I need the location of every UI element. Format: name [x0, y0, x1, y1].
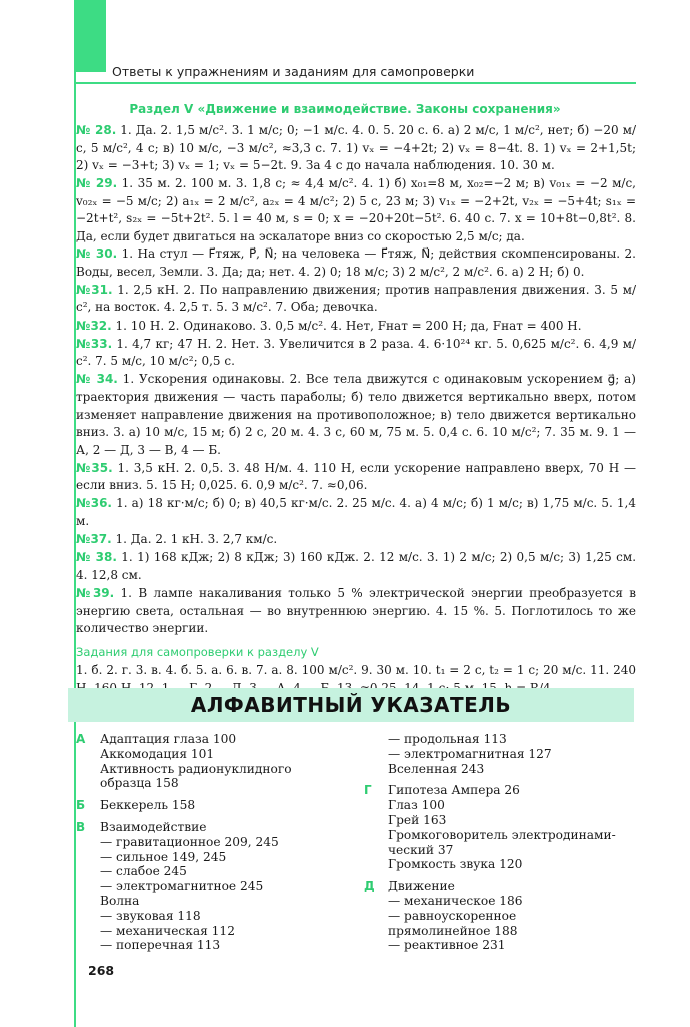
index-entry: ческий 37	[388, 842, 454, 857]
answer-paragraph	[76, 175, 636, 245]
index-entry: — сильное 149, 245	[100, 849, 227, 864]
index-entry: Громкость звука 120	[388, 857, 523, 872]
exercise-number: № 30.	[76, 247, 118, 262]
index-entry: Глаз 100	[388, 798, 445, 813]
section-title: Раздел V «Движение и взаимодействие. Законы сохранения»	[129, 102, 561, 116]
index-entry: Движение	[388, 879, 455, 894]
index-entry: — продольная 113	[388, 732, 507, 746]
index-entry: — электромагнитное 245	[100, 879, 264, 894]
index-letter-group	[76, 732, 356, 791]
index-letter-group	[364, 783, 636, 872]
index-title: АЛФАВИТНЫЙ УКАЗАТЕЛЬ	[68, 688, 634, 722]
self-check-title: Задания для самопроверки к разделу V	[76, 644, 319, 659]
index-letter: Д	[364, 879, 375, 894]
answer-text: 1. 3,5 кН. 2. 0,5. 3. 48 Н/м. 4. 110 Н, если ускорение направлено вверх, 70 Н — если вниз. 5. 15 Н; 0,025. 6. 0,9 м/с². 7. ≈0,06.	[76, 460, 636, 493]
index-letter-group	[364, 879, 636, 953]
answer-text: 1. 10 Н. 2. Одинаково. 3. 0,5 м/с². 4. Нет, Fнат = 200 Н; да, Fнат = 400 Н.	[111, 318, 582, 333]
answer-text: 1. 2,5 кН. 2. По направлению движения; против направления движения. 3. 5 м/с², на восток. 4. 2,5 т. 5. 3 м/с². 7. Оба; девочка.	[76, 282, 637, 315]
index-entry: — электромагнитная 127	[388, 746, 552, 761]
index-entry: Взаимодействие	[100, 819, 207, 834]
index-left-column	[76, 732, 356, 960]
running-header: Ответы к упражнениям и заданиям для самопроверки	[112, 64, 475, 79]
index-entry: — звуковая 118	[100, 908, 201, 923]
index-entry: Громкоговоритель электродинами-	[388, 827, 616, 842]
index-letter: А	[76, 732, 86, 746]
index-entry: Грей 163	[388, 812, 447, 827]
index-entry: Гипотеза Ампера 26	[388, 783, 520, 798]
exercise-number: № 34.	[76, 372, 118, 387]
answer-text: 1. 4,7 кг; 47 Н. 2. Нет. 3. Увеличится в 2 раза. 4. 6·10²⁴ кг. 5. 0,625 м/с². 6. 4,9 м/с². 7. 5 м/с, 10 м/с²; 0,5 с.	[76, 336, 636, 369]
index-entry: — механическое 186	[388, 893, 523, 908]
index-right-column	[364, 732, 636, 960]
answer-paragraph	[76, 282, 636, 317]
exercise-number: №32.	[76, 318, 112, 333]
page-number: 268	[88, 963, 115, 978]
index-entry: — поперечная 113	[100, 938, 221, 953]
answer-text: 1. Да. 2. 1,5 м/с². 3. 1 м/с; 0; −1 м/с. 4. 0. 5. 20 с. 6. а) 2 м/с, 1 м/с², нет; б) −20 м/с, 5 м/с², 4 с; в) 10 м/с, −3 м/с², ≈3,3 с. 7. 1) vₓ = −4+2t; 2) vₓ = 8−4t. 8. 1) vₓ = 2+1,5t; 2) vₓ = −3+t; 3) vₓ = 1; vₓ = 5−2t. 9. За 4 с до начала наблюдения. 10. 30 м.	[76, 123, 637, 173]
index-entry: Активность радионуклидного	[100, 761, 292, 776]
answer-text: 1. Ускорения одинаковы. 2. Все тела движутся с одинаковым ускорением g⃗; а) траектория движения — часть параболы; б) тело движется вертикально вверх, потом изменяет направление движения на противоположное; в) тело движется вертикально вниз. 3. а) 10 м/с, 15 м; б) 2 с, 20 м. 4. 3 с, 60 м, 75 м. 5. 0,4 с. 6. 10 м/с²; 7. 35 м. 9. 1 — А, 2 — Д, 3 — В, 4 — Б.	[76, 372, 636, 457]
answer-paragraph	[76, 460, 636, 495]
index-entry: — слабое 245	[100, 864, 187, 879]
index-letter-group	[76, 820, 356, 953]
index-entry: Волна	[100, 893, 140, 908]
answer-paragraph	[76, 122, 636, 175]
exercise-number: №35.	[76, 460, 113, 475]
index-letter-group	[76, 798, 356, 813]
answer-text: 1. 35 м. 2. 100 м. 3. 1,8 с; ≈ 4,4 м/с². 4. 1) б) x₀₁=8 м, x₀₂=−2 м; в) v₀₁ₓ = −2 м/с, v₀₂ₓ = −5 м/с; 2) a₁ₓ = 2 м/с², a₂ₓ = 4 м/с²; 2) 5 с, 23 м; 3) v₁ₓ = −2+2t, v₂ₓ = −5+4t; s₁ₓ = −2t+t², s₂ₓ = −5t+2t². 5. l = 40 м, s = 0; x = −20+20t−5t². 6. 40 с. 7. x = 10+8t−0,8t². 8. Да, если будет двигаться на эскалаторе вниз со скоростью 2,5 м/с; да.	[76, 176, 636, 244]
answer-paragraph	[76, 318, 636, 336]
answer-paragraph	[76, 549, 636, 584]
index-entry: — механическая 112	[100, 923, 235, 938]
index-entry: Беккерель 158	[100, 798, 196, 813]
index-letter: В	[76, 819, 86, 834]
index-entry: прямолинейное 188	[388, 923, 518, 938]
header-rule	[76, 82, 636, 84]
index-letter: Б	[76, 798, 86, 813]
answer-paragraph	[76, 531, 636, 549]
index-entry: Аккомодация 101	[100, 746, 215, 761]
exercise-number: №39.	[76, 585, 115, 600]
exercise-number: №36.	[76, 496, 112, 511]
exercise-number: № 29.	[76, 176, 118, 191]
exercise-number: №31.	[76, 282, 113, 297]
answer-text: 1. а) 18 кг·м/с; б) 0; в) 40,5 кг·м/с. 2. 25 м/с. 4. а) 4 м/с; б) 1 м/с; в) 1,75 м/с. 5. 1,4 м.	[76, 496, 636, 529]
answer-text: 1. На стул — F⃗тяж, P⃗, N⃗; на человека — F⃗тяж, N⃗; действия скомпенсированы. 2. Воды, весел, Земли. 3. Да; да; нет. 4. 2) 0; 18 м/с; 3) 2 м/с², 2 м/с². 6. а) 2 Н; б) 0.	[76, 247, 637, 279]
exercise-number: № 28.	[76, 123, 117, 137]
index-letter-group	[364, 732, 636, 776]
answer-text: 1. В лампе накаливания только 5 % электрической энергии преобразуется в энергию света, остальная — во внутреннюю энергию. 4. 15 %. 5. Поглотилось то же количество энергии.	[76, 585, 636, 636]
answer-paragraph	[76, 495, 636, 530]
answer-paragraph	[76, 371, 636, 459]
answer-paragraph	[76, 246, 636, 281]
index-entry: — гравитационное 209, 245	[100, 834, 279, 849]
answers-body	[76, 122, 636, 698]
index-entry: образца 158	[100, 776, 179, 791]
index-entry: Вселенная 243	[388, 761, 485, 776]
header-accent-bar	[76, 0, 106, 72]
answer-paragraph	[76, 585, 636, 638]
index-letter: Г	[364, 783, 372, 798]
answer-text: 1. 1) 168 кДж; 2) 8 кДж; 3) 160 кДж. 2. 12 м/с. 3. 1) 2 м/с; 2) 0,5 м/с; 3) 1,25 см. 4. 12,8 см.	[76, 550, 637, 582]
exercise-number: №33.	[76, 336, 113, 351]
answer-text: 1. Да. 2. 1 кН. 3. 2,7 км/с.	[111, 532, 278, 547]
self-check-answers: 1. б. 2. г. 3. в. 4. б. 5. а. 6. в. 7. а. 8. 100 м/с². 9. 30 м. 10. t₁ = 2 с, t₂ = 1 с; 20 м/с. 11. 240	[76, 663, 636, 678]
exercise-number: № 38.	[76, 550, 117, 565]
answer-paragraph	[76, 336, 636, 371]
index-entry: — реактивное 231	[388, 938, 506, 953]
index-entry: Адаптация глаза 100	[100, 732, 237, 746]
exercise-number: №37.	[76, 532, 112, 547]
index-entry: — равноускоренное	[388, 908, 517, 923]
